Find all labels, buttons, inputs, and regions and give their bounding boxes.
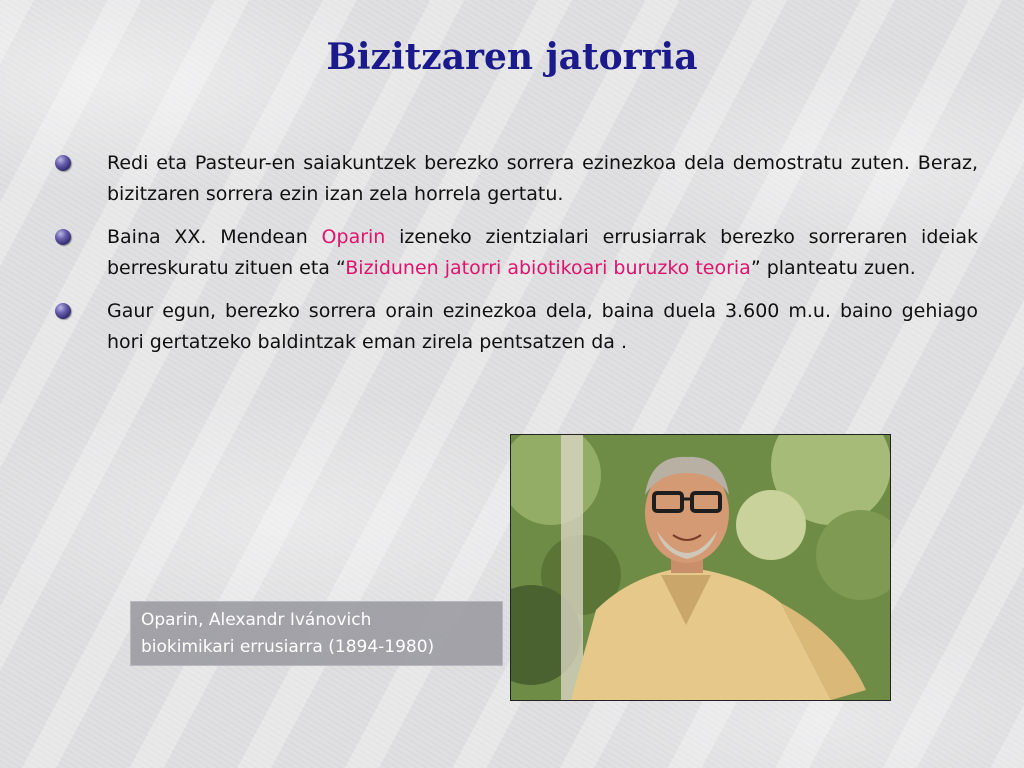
bullet-item-3 bbox=[50, 296, 978, 358]
slide-title: Bizitzaren jatorria bbox=[326, 36, 698, 78]
portrait-photo bbox=[510, 434, 891, 701]
bullet-text-part: Baina XX. Mendean bbox=[107, 226, 322, 248]
bullet-item-1 bbox=[50, 148, 978, 210]
bullet-text: Gaur egun, berezko sorrera orain ezinezkoa dela, baina duela 3.600 m.u. baino gehiago hori gertatzeko baldintzak eman zirela pentsatzen da . bbox=[107, 300, 978, 353]
caption-line-2: biokimikari errusiarra (1894-1980) bbox=[141, 637, 435, 657]
bullet-text-part: izeneko zientzialari errusiarrak berezko sorreraren ideiak berreskuratu zituen eta “ bbox=[107, 226, 978, 279]
bullet-text-part: ” planteatu zuen. bbox=[750, 257, 916, 279]
highlight-oparin: Oparin bbox=[321, 226, 386, 248]
photo-caption bbox=[130, 601, 503, 666]
highlight-theory-name: Bizidunen jatorri abiotikoari buruzko teoria bbox=[345, 257, 751, 279]
bullet-text: Redi eta Pasteur-en saiakuntzek berezko sorrera ezinezkoa dela demostratu zuten. Beraz, bizitzaren sorrera ezin izan zela horrela gertatu. bbox=[107, 152, 978, 205]
bullet-sphere-icon bbox=[55, 155, 71, 171]
caption-line-1: Oparin, Alexandr Ivánovich bbox=[141, 610, 372, 630]
bullet-item-2 bbox=[50, 222, 978, 284]
bullet-list bbox=[50, 148, 978, 370]
bullet-sphere-icon bbox=[55, 303, 71, 319]
bullet-sphere-icon bbox=[55, 229, 71, 245]
portrait-illustration bbox=[511, 435, 890, 700]
